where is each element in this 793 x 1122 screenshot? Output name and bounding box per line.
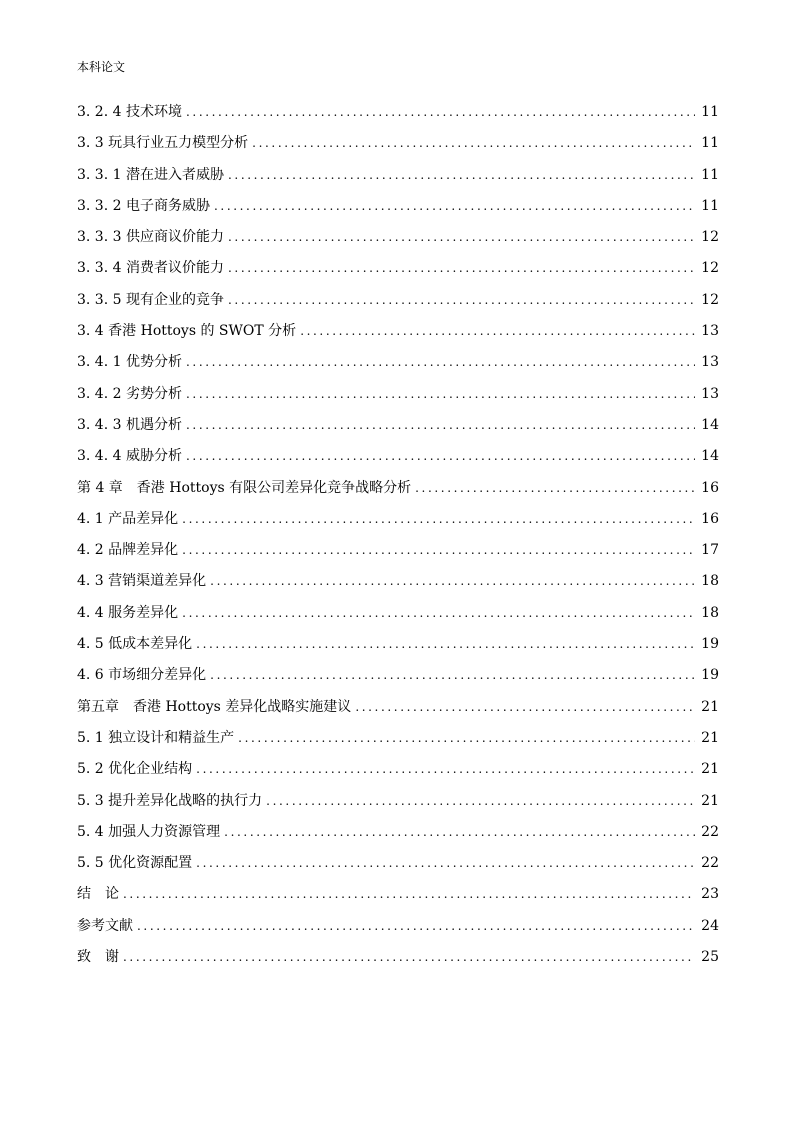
toc-entry-title: 3. 3. 5 现有企业的竞争	[77, 291, 224, 308]
toc-entry-page-number: 13	[701, 385, 719, 402]
toc-entry[interactable]	[77, 128, 719, 159]
toc-dot-leader	[123, 879, 695, 910]
toc-entry[interactable]	[77, 347, 719, 378]
toc-entry-title: 4. 3 营销渠道差异化	[77, 573, 207, 590]
toc-entry-page-number: 12	[701, 229, 719, 246]
toc-entry[interactable]	[77, 535, 719, 566]
toc-entry-title: 3. 3 玩具行业五力模型分析	[77, 135, 249, 152]
toc-entry-title: 5. 5 优化资源配置	[77, 855, 193, 872]
toc-dot-leader	[228, 253, 695, 284]
toc-entry[interactable]	[77, 911, 719, 942]
toc-entry[interactable]	[77, 191, 719, 222]
toc-entry[interactable]	[77, 848, 719, 879]
toc-entry-page-number: 21	[701, 792, 719, 809]
toc-entry-page-number: 24	[701, 917, 719, 934]
toc-entry-page-number: 21	[701, 729, 719, 746]
toc-entry-page-number: 16	[701, 510, 719, 527]
toc-entry[interactable]	[77, 879, 719, 910]
toc-entry-page-number: 11	[701, 166, 719, 183]
toc-entry[interactable]	[77, 285, 719, 316]
toc-entry[interactable]	[77, 473, 719, 504]
toc-entry-title: 参考文献	[77, 917, 133, 934]
toc-entry-title: 5. 3 提升差异化战略的执行力	[77, 792, 263, 809]
toc-entry-title: 第 4 章 香港 Hottoys 有限公司差异化竞争战略分析	[77, 479, 412, 496]
toc-dot-leader	[186, 347, 695, 378]
toc-entry-page-number: 14	[701, 416, 719, 433]
toc-entry-page-number: 18	[701, 573, 719, 590]
toc-entry[interactable]	[77, 316, 719, 347]
toc-entry-page-number: 12	[701, 291, 719, 308]
toc-entry-title: 4. 1 产品差异化	[77, 510, 179, 527]
toc-entry-title: 4. 6 市场细分差异化	[77, 667, 207, 684]
toc-entry-title: 3. 4. 1 优势分析	[77, 354, 182, 371]
toc-entry-title: 4. 5 低成本差异化	[77, 636, 193, 653]
toc-entry[interactable]	[77, 723, 719, 754]
table-of-contents	[77, 97, 719, 973]
toc-dot-leader	[224, 817, 695, 848]
toc-entry-title: 5. 1 独立设计和精益生产	[77, 729, 235, 746]
toc-dot-leader	[252, 128, 695, 159]
toc-dot-leader	[186, 441, 695, 472]
toc-entry-page-number: 11	[701, 104, 719, 120]
toc-entry[interactable]	[77, 441, 719, 472]
toc-entry-page-number: 25	[701, 949, 719, 966]
toc-entry[interactable]	[77, 222, 719, 253]
toc-entry-title: 3. 4. 2 劣势分析	[77, 385, 182, 402]
toc-dot-leader	[137, 911, 695, 942]
toc-dot-leader	[196, 629, 695, 660]
toc-dot-leader	[355, 692, 695, 723]
toc-entry[interactable]	[77, 942, 719, 973]
toc-entry[interactable]	[77, 410, 719, 441]
toc-dot-leader	[228, 160, 695, 191]
toc-entry[interactable]	[77, 598, 719, 629]
toc-entry-title: 3. 3. 2 电子商务威胁	[77, 197, 210, 214]
toc-entry-title: 3. 2. 4 技术环境	[77, 104, 182, 120]
toc-entry[interactable]	[77, 253, 719, 284]
toc-entry-title: 结 论	[77, 886, 119, 903]
toc-entry-page-number: 22	[701, 855, 719, 872]
toc-entry-page-number: 23	[701, 886, 719, 903]
toc-entry-page-number: 13	[701, 354, 719, 371]
toc-entry-page-number: 11	[701, 135, 719, 152]
toc-dot-leader	[186, 379, 695, 410]
toc-entry[interactable]	[77, 566, 719, 597]
toc-entry-title: 3. 3. 3 供应商议价能力	[77, 229, 224, 246]
toc-entry[interactable]	[77, 629, 719, 660]
toc-entry[interactable]	[77, 754, 719, 785]
toc-entry[interactable]	[77, 379, 719, 410]
toc-dot-leader	[182, 598, 695, 629]
toc-entry-page-number: 12	[701, 260, 719, 277]
toc-dot-leader	[228, 222, 695, 253]
toc-entry-page-number: 22	[701, 823, 719, 840]
toc-dot-leader	[238, 723, 695, 754]
toc-entry[interactable]	[77, 786, 719, 817]
toc-entry-title: 3. 3. 1 潜在进入者威胁	[77, 166, 224, 183]
toc-entry-title: 5. 2 优化企业结构	[77, 761, 193, 778]
toc-dot-leader	[196, 754, 695, 785]
toc-dot-leader	[214, 191, 695, 222]
toc-entry-page-number: 19	[701, 667, 719, 684]
toc-dot-leader	[182, 504, 695, 535]
toc-entry[interactable]	[77, 97, 719, 128]
toc-entry-title: 4. 4 服务差异化	[77, 604, 179, 621]
toc-dot-leader	[266, 786, 695, 817]
toc-dot-leader	[210, 660, 695, 691]
toc-entry-title: 3. 4. 3 机遇分析	[77, 416, 182, 433]
page-header: 本科论文	[77, 60, 126, 74]
toc-entry-title: 3. 3. 4 消费者议价能力	[77, 260, 224, 277]
toc-dot-leader	[186, 410, 695, 441]
toc-entry[interactable]	[77, 817, 719, 848]
toc-dot-leader	[182, 535, 695, 566]
toc-entry-title: 4. 2 品牌差异化	[77, 542, 179, 559]
toc-entry-title: 致 谢	[77, 949, 119, 966]
toc-entry-page-number: 16	[701, 479, 719, 496]
toc-entry-title: 3. 4 香港 Hottoys 的 SWOT 分析	[77, 323, 297, 340]
toc-entry[interactable]	[77, 660, 719, 691]
toc-entry[interactable]	[77, 160, 719, 191]
toc-entry-page-number: 14	[701, 448, 719, 465]
toc-dot-leader	[300, 316, 695, 347]
toc-entry-title: 第五章 香港 Hottoys 差异化战略实施建议	[77, 698, 352, 715]
toc-entry-page-number: 11	[701, 197, 719, 214]
toc-dot-leader	[210, 566, 695, 597]
toc-entry[interactable]	[77, 504, 719, 535]
toc-entry-title: 3. 4. 4 威胁分析	[77, 448, 182, 465]
toc-dot-leader	[123, 942, 695, 973]
toc-entry-page-number: 13	[701, 323, 719, 340]
toc-dot-leader	[186, 97, 695, 128]
toc-entry-page-number: 21	[701, 761, 719, 778]
toc-entry-page-number: 21	[701, 698, 719, 715]
toc-dot-leader	[415, 473, 695, 504]
toc-dot-leader	[228, 285, 695, 316]
toc-entry-page-number: 17	[701, 542, 719, 559]
toc-entry-title: 5. 4 加强人力资源管理	[77, 823, 221, 840]
toc-entry-page-number: 19	[701, 636, 719, 653]
toc-entry-page-number: 18	[701, 604, 719, 621]
toc-entry[interactable]	[77, 692, 719, 723]
toc-dot-leader	[196, 848, 695, 879]
